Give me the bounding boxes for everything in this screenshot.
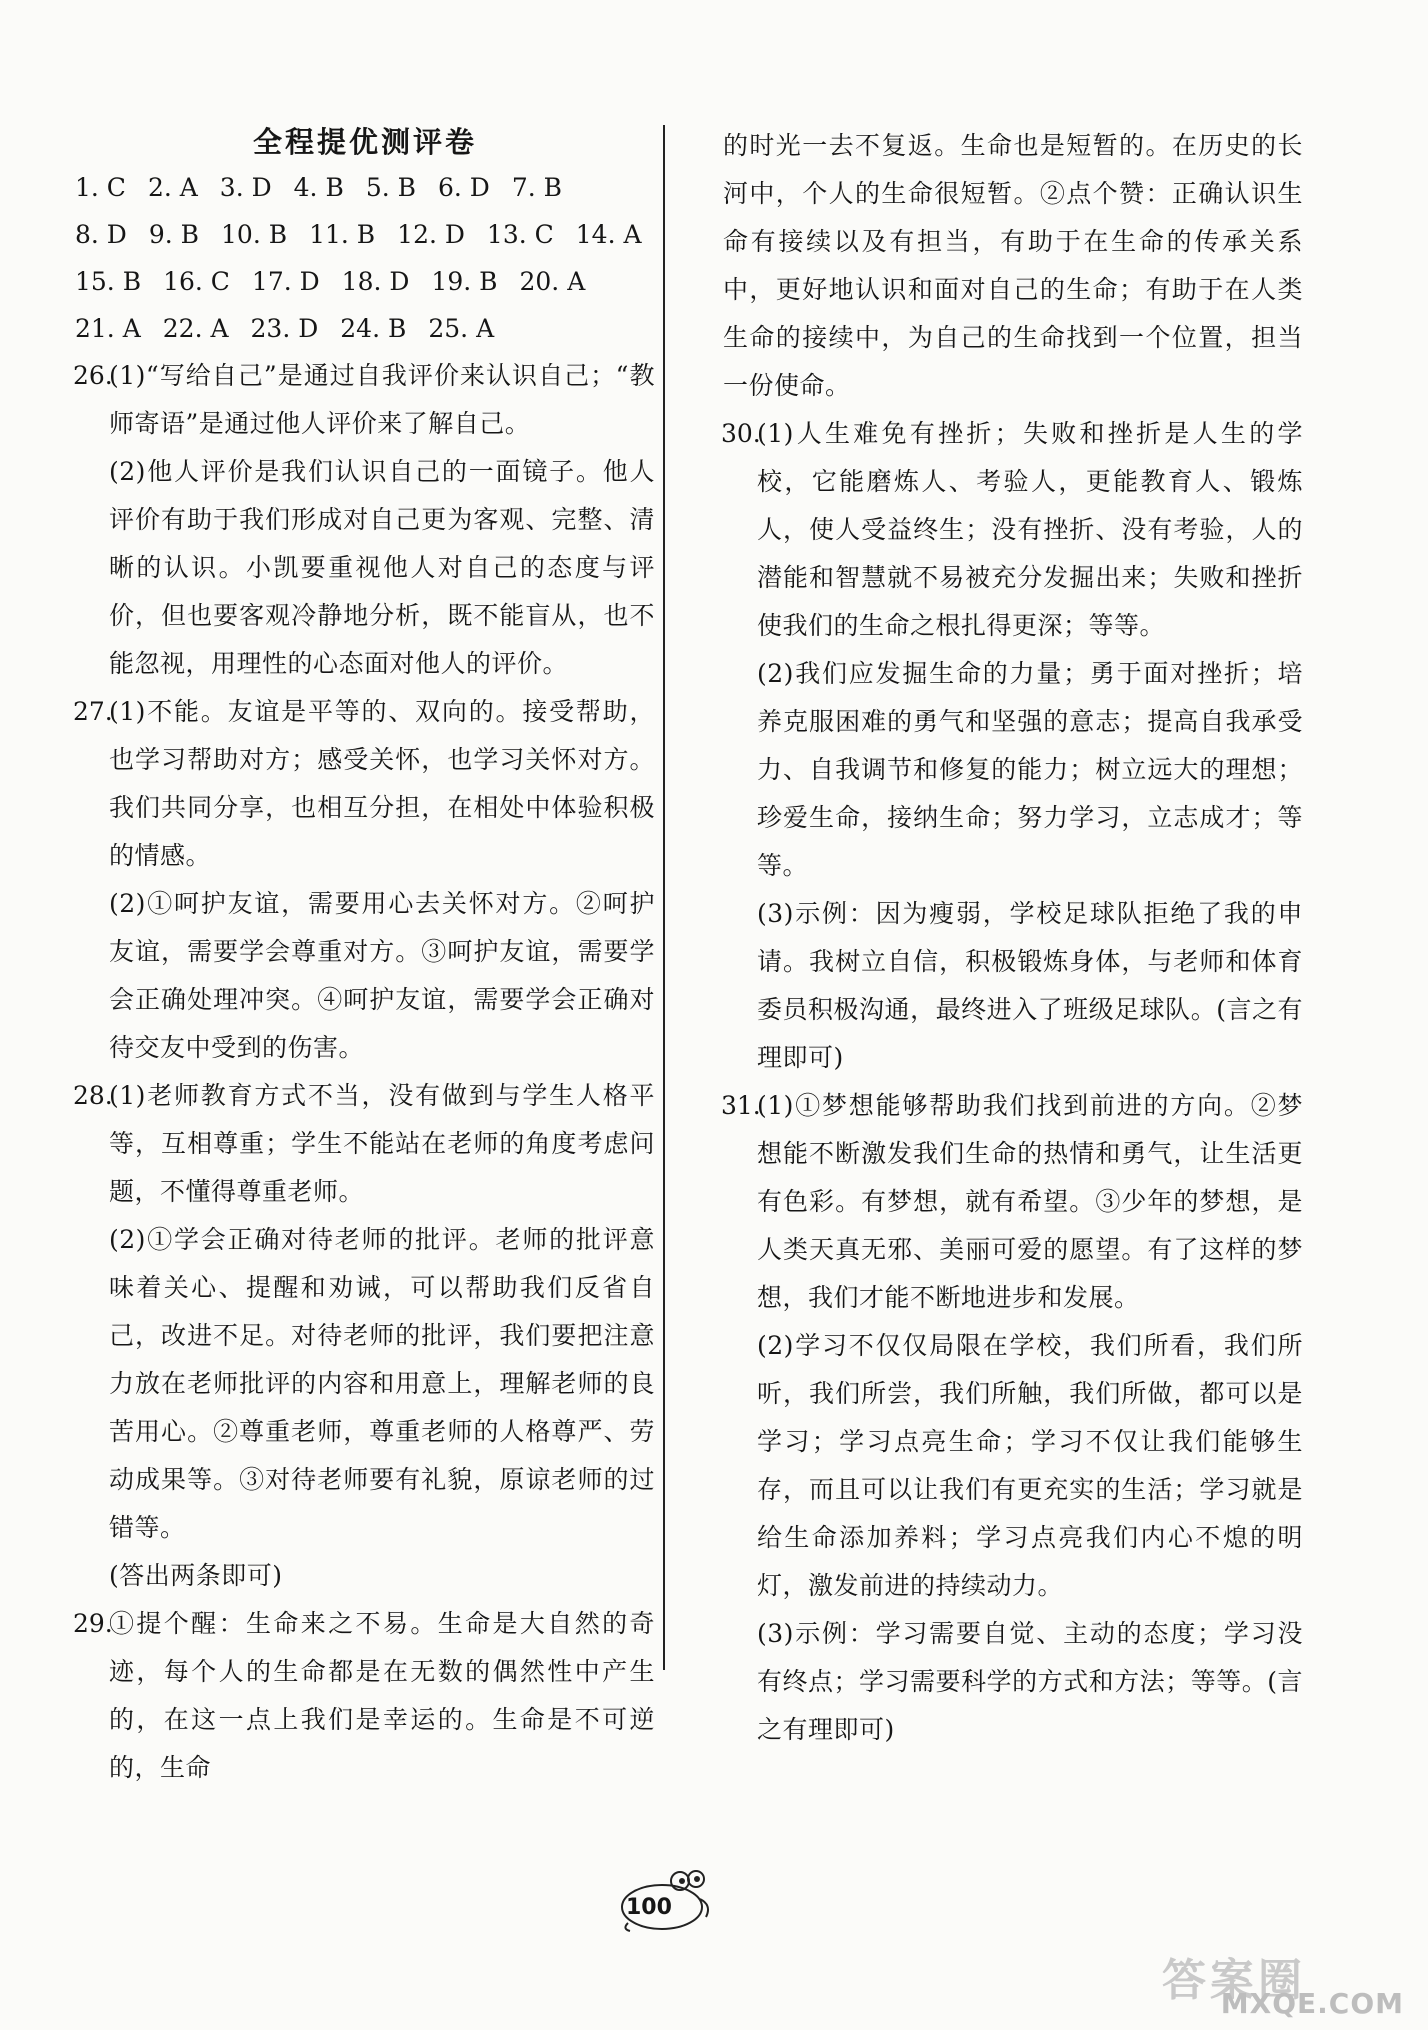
mc-answer: 20. A (519, 267, 586, 296)
page-number-badge (614, 1865, 724, 1935)
mc-answer: 21. A (75, 314, 141, 343)
question-number: 30. (721, 419, 761, 448)
answer-paragraph: (1)老师教育方式不当，没有做到与学生人格平等，互相尊重；学生不能站在老师的角度考虑问题，不懂得尊重老师。 (109, 1081, 655, 1206)
mc-answer: 8. D (75, 220, 127, 249)
question-number: 26. (73, 361, 113, 390)
mc-answer: 14. A (575, 220, 642, 249)
mc-answer: 22. A (162, 314, 229, 343)
mc-answer-row (75, 164, 655, 211)
answer-note: (答出两条即可) (109, 1561, 283, 1590)
question-30 (723, 410, 1303, 1082)
answer-paragraph: (1)①梦想能够帮助我们找到前进的方向。②梦想能不断激发我们生命的热情和勇气，让生活更有色彩。有梦想，就有希望。③少年的梦想，是人类天真无邪、美丽可爱的愿望。有了这样的梦想，我们才能不断地进步和发展。 (757, 1091, 1303, 1312)
answer-paragraph: (3)示例：学习需要自觉、主动的态度；学习没有终点；学习需要科学的方式和方法；等等。(言之有理即可) (757, 1619, 1303, 1744)
mc-answer: 13. C (486, 220, 554, 249)
watermark-url: MXQE.COM (1220, 1987, 1404, 2020)
question-29 (75, 1600, 655, 1792)
question-number: 31. (721, 1091, 761, 1120)
mc-answer: 7. B (511, 173, 562, 202)
mc-answer: 5. B (365, 173, 416, 202)
mc-answer: 23. D (250, 314, 319, 343)
column-divider (663, 125, 665, 1670)
answer-paragraph: (3)示例：因为瘦弱，学校足球队拒绝了我的申请。我树立自信，积极锻炼身体，与老师和体育委员积极沟通，最终进入了班级足球队。(言之有理即可) (757, 899, 1303, 1072)
mc-answer: 25. A (428, 314, 495, 343)
mc-answer: 10. B (221, 220, 288, 249)
question-number: 28. (73, 1081, 113, 1110)
mc-answer: 4. B (293, 173, 344, 202)
page-title: 全程提优测评卷 (252, 125, 477, 159)
answer-paragraph: (2)①学会正确对待老师的批评。老师的批评意味着关心、提醒和劝诫，可以帮助我们反省自己，改进不足。对待老师的批评，我们要把注意力放在老师批评的内容和用意上，理解老师的良苦用心。②尊重老师，尊重老师的人格尊严、劳动成果等。③对待老师要有礼貌，原谅老师的过错等。 (109, 1225, 655, 1542)
mc-answer-row (75, 305, 655, 352)
answer-paragraph: (1)人生难免有挫折；失败和挫折是人生的学校，它能磨炼人、考验人，更能教育人、锻炼人，使人受益终生；没有挫折、没有考验，人的潜能和智慧就不易被充分发掘出来；失败和挫折使我们的生命之根扎得更深；等等。 (757, 419, 1303, 640)
question-number: 27. (73, 697, 113, 726)
mc-answer: 15. B (75, 267, 142, 296)
answer-paragraph: (2)我们应发掘生命的力量；勇于面对挫折；培养克服困难的勇气和坚强的意志；提高自我承受力、自我调节和修复的能力；树立远大的理想；珍爱生命，接纳生命；努力学习，立志成才；等等。 (757, 659, 1303, 880)
watermark-title: 答案圈 (1162, 1955, 1306, 2006)
answer-paragraph: 的时光一去不复返。生命也是短暂的。在历史的长河中，个人的生命很短暂。②点个赞：正确认识生命有接续以及有担当，有助于在生命的传承关系中，更好地认识和面对自己的生命；有助于在人类生命的接续中，为自己的生命找到一个位置，担当一份使命。 (723, 131, 1303, 400)
left-column (75, 120, 655, 1792)
mc-answer: 2. A (147, 173, 198, 202)
mc-answer-row (75, 258, 655, 305)
mc-answer: 1. C (75, 173, 126, 202)
mc-answer: 11. B (309, 220, 376, 249)
watermark (1158, 1942, 1408, 2022)
answer-paragraph: (1)“写给自己”是通过自我评价来认识自己；“教师寄语”是通过他人评价来了解自己。 (109, 361, 655, 438)
question-27 (75, 688, 655, 1072)
mc-answer: 16. C (163, 267, 230, 296)
question-29-continued (723, 122, 1303, 410)
mc-answer: 18. D (341, 267, 410, 296)
mc-answer: 17. D (251, 267, 320, 296)
mc-answer-row (75, 211, 655, 258)
answer-paragraph: ①提个醒：生命来之不易。生命是大自然的奇迹，每个人的生命都是在无数的偶然性中产生的，在这一点上我们是幸运的。生命是不可逆的，生命 (109, 1609, 655, 1782)
mc-answer: 9. B (148, 220, 200, 249)
mc-answer: 24. B (340, 314, 407, 343)
answer-paragraph: (1)不能。友谊是平等的、双向的。接受帮助，也学习帮助对方；感受关怀，也学习关怀对方。我们共同分享，也相互分担，在相处中体验积极的情感。 (109, 697, 655, 870)
answer-paragraph: (2)他人评价是我们认识自己的一面镜子。他人评价有助于我们形成对自己更为客观、完整、清晰的认识。小凯要重视他人对自己的态度与评价，但也要客观冷静地分析，既不能盲从，也不能忽视，用理性的心态面对他人的评价。 (109, 457, 655, 678)
question-28 (75, 1072, 655, 1600)
question-26 (75, 352, 655, 688)
mc-answer: 3. D (219, 173, 272, 202)
question-31 (723, 1082, 1303, 1754)
right-column (723, 122, 1303, 1754)
mc-answer: 6. D (437, 173, 490, 202)
answer-paragraph: (2)①呵护友谊，需要用心去关怀对方。②呵护友谊，需要学会尊重对方。③呵护友谊，需要学会正确处理冲突。④呵护友谊，需要学会正确对待交友中受到的伤害。 (109, 889, 655, 1062)
mc-answer: 12. D (397, 220, 465, 249)
page-number: 100 (626, 1895, 672, 1920)
question-number: 29. (73, 1609, 113, 1638)
mc-answer: 19. B (431, 267, 498, 296)
answer-paragraph: (2)学习不仅仅局限在学校，我们所看，我们所听，我们所尝，我们所触，我们所做，都可以是学习；学习点亮生命；学习不仅让我们能够生存，而且可以让我们有更充实的生活；学习就是给生命添加养料；学习点亮我们内心不熄的明灯，激发前进的持续动力。 (757, 1331, 1303, 1600)
